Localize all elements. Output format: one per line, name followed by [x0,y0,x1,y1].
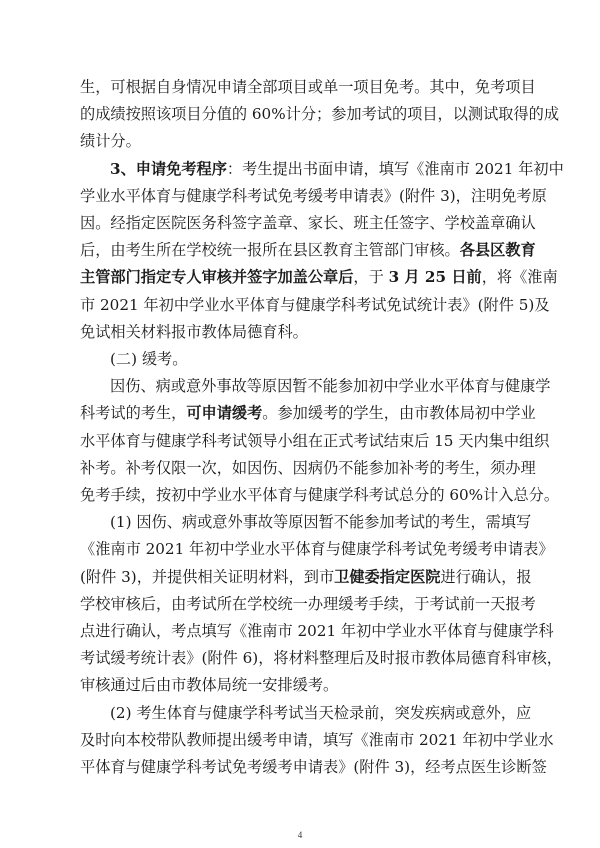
text-segment: (2) 考生体育与健康学科考试当天检录前，突发疾病或意外，应 [110,703,532,722]
text-segment: 因伤、病或意外事故等原因暂不能参加初中学业水平体育与健康学 [110,377,551,396]
text-line [80,213,536,233]
text-line [110,349,520,369]
text-segment: ：考生提出书面申请，填写《淮南市 2021 年初中 [226,159,564,178]
text-segment: 及时向本校带队教师提出缓考申请，填写《淮南市 2021 年初中学业水 [80,730,554,749]
text-line [80,594,536,614]
text-line [110,159,564,179]
text-line [80,77,536,97]
text-segment: 水平体育与健康学科考试领导小组在正式考试结束后 15 天内集中组织 [80,431,550,450]
text-segment: 学校审核后，由考试所在学校统一办理缓考手续，于考试前一天报考 [80,594,536,613]
text-segment: 补考。补考仅限一次，如因伤、因病仍不能参加补考的考生，须办理 [80,458,536,477]
text-segment: 进行确认，报 [440,567,532,586]
text-line [80,431,550,451]
text-line [110,512,532,532]
page-number: 4 [297,830,303,840]
text-segment: 市 2021 年初中学业水平体育与健康学科考试免试统计表》(附件 5)及 [80,295,550,314]
text-segment: 《淮南市 2021 年初中学业水平体育与健康学科考试免考缓考申请表》 [80,540,554,559]
text-line [110,703,532,723]
text-line [110,376,551,396]
text-line [80,267,558,287]
text-segment: 科考试的考生， [80,404,187,423]
text-segment: 后，由考生所在学校统一报所在县区教育主管部门审核。 [80,241,460,260]
text-segment: 因。经指定医院医务科签字盖章、家长、班主任签字、学校盖章确认 [80,214,536,232]
text-segment: (附件 3)，并提供相关证明材料，到市 [80,567,335,586]
text-segment: 审核通过后由市教体局统一安排缓考。 [80,676,339,695]
text-line [80,322,520,342]
text-segment: 绩计分。 [80,132,141,151]
text-line [80,131,520,151]
text-segment: ，将《淮南 [481,268,558,287]
text-segment: (二) 缓考。 [110,350,188,368]
bold-text: 各县区教育 [459,241,536,260]
text-line [80,730,554,750]
text-line [80,186,547,206]
text-line [80,621,554,641]
text-line [80,648,562,668]
bold-text: 卫健委指定医院 [334,567,441,586]
text-segment: 的成绩按照该项目分值的 60%计分；参加考试的项目，以测试取得的成 [80,105,560,124]
text-line [80,104,560,124]
text-segment: 生，可根据自身情况申请全部项目或单一项目免考。其中，免考项目 [80,78,536,96]
text-line [80,240,536,260]
text-segment: 平体育与健康学科考试免考缓考申请表》(附件 3)，经考点医生诊断签 [80,758,547,776]
text-segment: 免试相关材料报市教体局德育科。 [80,322,308,341]
bold-text: 3 月 25 日前 [388,268,482,287]
text-segment: (1) 因伤、病或意外事故等原因暂不能参加考试的考生，需填写 [110,513,532,532]
text-line [80,295,550,315]
text-line [80,539,554,559]
text-segment: 。参加缓考的学生，由市教体局初中学业 [262,404,536,423]
text-segment: 考试缓考统计表》(附件 6)，将材料整理后及时报市教体局德育科审核， [80,649,562,668]
text-line [80,567,532,587]
text-line [80,485,560,505]
text-line [80,675,520,695]
text-segment: 免考手续，按初中学业水平体育与健康学科考试总分的 60%计入总分。 [80,486,560,504]
text-segment: ，于 [353,268,389,287]
text-line [80,403,536,423]
bold-text: 3、申请免考程序 [110,159,227,178]
text-segment: 学业水平体育与健康学科考试免考缓考申请表》(附件 3)，注明免考原 [80,186,547,205]
bold-text: 主管部门指定专人审核并签字加盖公章后 [80,268,354,287]
text-line [80,757,547,777]
text-line [80,458,536,478]
text-segment: 点进行确认，考点填写《淮南市 2021 年初中学业水平体育与健康学科 [80,622,554,640]
bold-text: 可申请缓考 [186,404,263,423]
